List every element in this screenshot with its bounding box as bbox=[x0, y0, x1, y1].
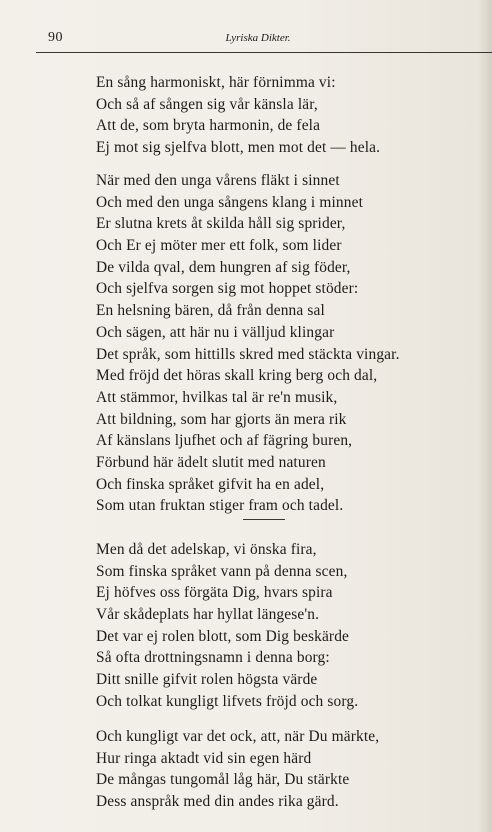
stanza-4 bbox=[96, 726, 488, 813]
verse-line: Som utan fruktan stiger fram och tadel. bbox=[96, 497, 344, 515]
page-header bbox=[48, 30, 468, 50]
verse-line: Hur ringa aktadt vid sin egen härd bbox=[96, 749, 312, 767]
verse-line: Och så af sången sig vår känsla lär, bbox=[96, 95, 318, 113]
verse-line: Men då det adelskap, vi önska fira, bbox=[96, 541, 317, 558]
verse-line: Att de, som bryta harmonin, de fela bbox=[96, 117, 321, 135]
verse-line: Dess anspråk med din andes rika gärd. bbox=[96, 793, 339, 811]
verse-line: Det språk, som hittills skred med stäckta vingar. bbox=[96, 345, 400, 363]
verse-line: Vår skådeplats har hyllat längese'n. bbox=[96, 606, 320, 624]
stanza-divider bbox=[243, 519, 285, 520]
verse-line: Ej höfves oss förgäta Dig, hvars spira bbox=[96, 584, 333, 602]
verse-line: Att bildning, som har gjorts än mera rik bbox=[96, 410, 347, 428]
running-title: Lyriska Dikter. bbox=[225, 32, 291, 44]
verse-line: Det var ej rolen blott, som Dig beskärde bbox=[96, 627, 350, 645]
verse-line: Och med den unga sångens klang i minnet bbox=[96, 193, 364, 211]
verse-line: Ej mot sig sjelfva blott, men mot det — hela. bbox=[96, 139, 381, 157]
verse-line: Och kungligt var det ock, att, när Du märkte, bbox=[96, 728, 380, 745]
verse-line: När med den unga vårens fläkt i sinnet bbox=[96, 172, 340, 189]
verse-line: De vilda qval, dem hungren af sig föder, bbox=[96, 258, 351, 276]
verse-line: Och finska språket gifvit ha en adel, bbox=[96, 475, 325, 493]
verse-line: De mångas tungomål låg här, Du stärkte bbox=[96, 771, 350, 789]
header-rule bbox=[36, 52, 492, 53]
verse-line: Af känslans ljufhet och af fägring buren, bbox=[96, 432, 353, 450]
stanza-3 bbox=[96, 539, 488, 713]
verse-line: Och sägen, att här nu i välljud klingar bbox=[96, 323, 335, 341]
verse-line: Och sjelfva sorgen sig mot hoppet stöder: bbox=[96, 280, 359, 298]
page-number: 90 bbox=[48, 30, 63, 45]
stanza-1 bbox=[96, 72, 488, 159]
verse-line: Så ofta drottningsnamn i denna borg: bbox=[96, 649, 330, 667]
stanza-2 bbox=[96, 170, 488, 517]
verse-line: Som finska språket vann på denna scen, bbox=[96, 562, 348, 580]
verse-line: Ditt snille gifvit rolen högsta värde bbox=[96, 671, 318, 689]
verse-line: En helsning bären, då från denna sal bbox=[96, 302, 325, 320]
verse-line: Med fröjd det höras skall kring berg och dal, bbox=[96, 367, 378, 385]
verse-line: Och Er ej möter mer ett folk, som lider bbox=[96, 237, 342, 255]
verse-line: Er slutna krets åt skilda håll sig sprider, bbox=[96, 215, 346, 233]
verse-line: Och tolkat kungligt lifvets fröjd och sorg. bbox=[96, 692, 359, 710]
verse-line: Att stämmor, hvilkas tal är re'n musik, bbox=[96, 388, 338, 406]
verse-line: Förbund här ädelt slutit med naturen bbox=[96, 453, 326, 471]
verse-line: En sång harmoniskt, här förnimma vi: bbox=[96, 74, 336, 91]
